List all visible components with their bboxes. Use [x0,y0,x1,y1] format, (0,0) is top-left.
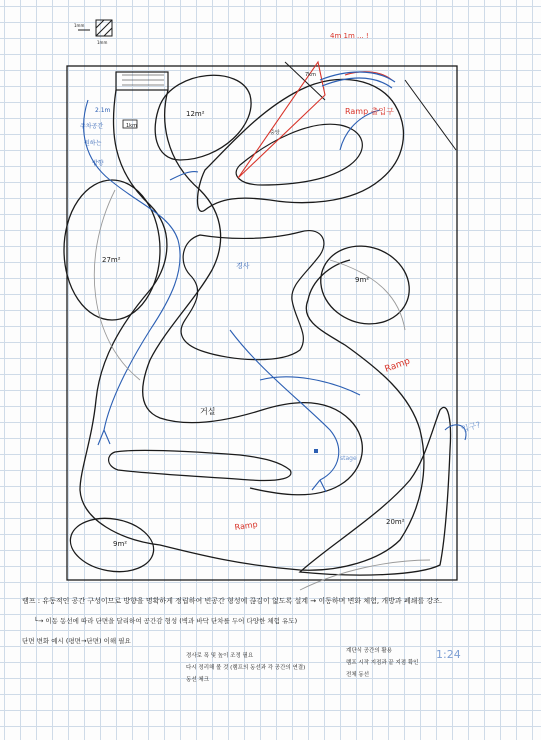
red-ramp-marks [238,62,392,178]
legend [74,20,112,45]
area-label-right: 9m² [355,276,370,284]
space-bottom-left-ellipse [66,512,158,578]
area-label-bottom-left: 9m² [113,540,128,548]
ramp-outer-outline [80,90,424,570]
note-line-3: 단면 변화 예시 (평면→단면) 이해 필요 [22,637,131,645]
point-marker [314,449,318,453]
diagonal-line-right [405,80,456,150]
col3-line-2: 램프 시작 지점과 끝 지점 확인 [346,660,419,666]
legend-small-label: 1mm [74,23,85,28]
col3-line-3: 전체 동선 [346,672,370,678]
col2-line-3: 동선 체크 [186,677,210,683]
area-label-bottom-right: 20m² [386,518,405,526]
corridor-label: 1km [126,123,137,129]
notes-column-3 [346,645,436,681]
blue-note-3: 원하는 [84,140,102,147]
ramp-upper-right-loop [198,79,404,211]
blue-note-1: 2.1m [95,107,111,114]
col2-line-1: 경사로 폭 및 높이 조정 필요 [186,653,254,659]
blue-note-2: 주차공간 [80,123,104,130]
blue-note-4: 방향 [92,160,104,167]
ramp-label-right: Ramp [383,356,412,375]
ramp-label-bottom: Ramp [234,519,259,532]
notes-column-2 [186,650,336,686]
note-line-1: 램프 : 유동적인 공간 구성이므로 방향을 명확하게 정립하여 빈공간 형성에 끊김이 없도록 설계 → 이동하며 변화 체험, 개방과 폐쇄를 강조. [22,597,443,605]
col3-line-1: 계단식 공간의 활용 [346,648,393,654]
bottom-scribble: stage [340,455,357,462]
top-red-note: 4m 1m ... ! [330,32,369,40]
right-edge-note: 입구? [460,420,482,434]
area-label-top-left: 12m² [186,110,205,118]
ramp-inner-outline [143,90,363,495]
bottom-right-shape [300,407,451,575]
center-blue-label: 경사 [236,262,250,270]
central-void [181,231,324,360]
top-gate-label: 7km [305,72,316,78]
area-label-left: 27m² [102,256,121,264]
scale-note: 1:24 [436,648,461,661]
ramp-label-top: Ramp 출입구 [345,107,394,116]
lower-strip-void [109,450,291,480]
note-line-2: └→ 이동 동선에 따라 단면을 달리하여 공간감 형성 (벽과 바닥 단차를 두어 다양한 체험 유도) [34,617,298,625]
notes-block [22,596,522,646]
ramp-upper-right-inner [236,124,362,185]
center-text: 중앙 [270,130,280,136]
space-right-ellipse [310,234,421,336]
lower-center-text: 거실 [200,407,216,416]
legend-hatching [96,20,112,36]
col2-line-2: 다시 정리해 볼 것 (램프의 동선과 각 공간의 연결) [186,665,306,671]
legend-hatched-label: 1mm [97,40,108,45]
